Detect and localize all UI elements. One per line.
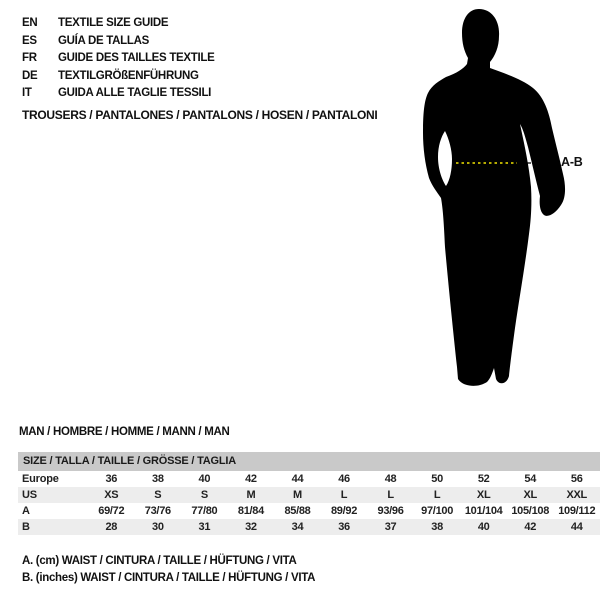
footnote-b: B. (inches) WAIST / CINTURA / TAILLE / HÜFTUNG / VITA bbox=[22, 572, 316, 584]
size-cell: XL bbox=[523, 489, 537, 501]
size-cell: 42 bbox=[245, 473, 257, 485]
size-cell: 38 bbox=[431, 521, 443, 533]
size-cell: S bbox=[154, 489, 162, 501]
language-code: ES bbox=[22, 34, 37, 47]
size-cell: M bbox=[293, 489, 302, 501]
size-cell: 48 bbox=[384, 473, 397, 485]
footnotes bbox=[22, 553, 315, 587]
size-cell: L bbox=[387, 489, 394, 501]
language-label: GUÍA DE TALLAS bbox=[58, 34, 149, 47]
footnote-a: A. (cm) WAIST / CINTURA / TAILLE / HÜFTUNG / VITA bbox=[22, 555, 297, 567]
size-cell: 54 bbox=[524, 473, 537, 485]
language-code: IT bbox=[22, 87, 32, 99]
language-label: GUIDE DES TAILLES TEXTILE bbox=[58, 52, 215, 64]
row-label: A bbox=[22, 505, 30, 517]
size-cell: 69/72 bbox=[98, 505, 125, 517]
size-cell: XS bbox=[104, 489, 119, 501]
size-cell: 46 bbox=[338, 473, 350, 485]
language-label: GUIDA ALLE TAGLIE TESSILI bbox=[58, 87, 212, 99]
size-cell: XL bbox=[476, 489, 491, 501]
size-cell: 77/80 bbox=[191, 505, 218, 517]
size-cell: 31 bbox=[198, 521, 211, 533]
language-label: TEXTILGRÖßENFÜHRUNG bbox=[58, 69, 199, 82]
table-row-europe bbox=[18, 471, 600, 487]
row-label: B bbox=[22, 521, 30, 533]
man-silhouette bbox=[423, 9, 565, 386]
size-cell: 34 bbox=[291, 521, 304, 533]
size-cell: 81/84 bbox=[237, 505, 264, 517]
size-cell: S bbox=[200, 489, 208, 501]
size-cell: 42 bbox=[524, 521, 537, 533]
size-cell: 40 bbox=[477, 521, 490, 533]
size-table bbox=[18, 452, 600, 535]
category-title: TROUSERS / PANTALONES / PANTALONS / HOSEN / PANTALONI bbox=[22, 108, 378, 122]
table-row-us bbox=[18, 487, 600, 503]
size-cell: 44 bbox=[291, 473, 304, 485]
size-cell: 109/112 bbox=[558, 505, 596, 517]
size-cell: 97/100 bbox=[421, 505, 454, 517]
size-cell: L bbox=[340, 489, 348, 501]
language-code: FR bbox=[22, 52, 37, 64]
size-cell: 85/88 bbox=[284, 505, 311, 517]
size-cell: 40 bbox=[198, 473, 211, 485]
section-title-man: MAN / HOMBRE / HOMME / MANN / MAN bbox=[19, 426, 230, 438]
size-cell: L bbox=[433, 489, 441, 501]
measure-label: A-B bbox=[561, 155, 583, 169]
size-cell: 93/96 bbox=[377, 505, 404, 517]
size-table-header: SIZE / TALLA / TAILLE / GRÖSSE / TAGLIA bbox=[18, 452, 600, 471]
row-label: US bbox=[22, 489, 37, 501]
size-cell: 36 bbox=[338, 521, 350, 533]
language-code: DE bbox=[22, 69, 38, 82]
size-cell: 52 bbox=[477, 473, 490, 485]
size-cell: 101/104 bbox=[464, 505, 503, 517]
size-cell: M bbox=[246, 489, 256, 501]
size-cell: 38 bbox=[152, 473, 164, 485]
size-cell: 56 bbox=[570, 473, 583, 485]
size-cell: 28 bbox=[105, 521, 118, 533]
table-row-b-inches bbox=[18, 519, 600, 535]
language-label: TEXTILE SIZE GUIDE bbox=[58, 17, 169, 29]
size-cell: 105/108 bbox=[511, 505, 550, 517]
table-row-a-cm bbox=[18, 503, 600, 519]
size-cell: 32 bbox=[245, 521, 257, 533]
size-cell: 37 bbox=[384, 521, 397, 533]
size-cell: 44 bbox=[570, 521, 583, 533]
size-cell: 36 bbox=[105, 473, 118, 485]
row-label: Europe bbox=[22, 473, 59, 485]
size-cell: 50 bbox=[431, 473, 443, 485]
size-cell: 30 bbox=[152, 521, 164, 533]
size-cell: 73/76 bbox=[144, 505, 171, 517]
size-cell: 89/92 bbox=[330, 505, 358, 517]
size-cell: XXL bbox=[566, 489, 587, 501]
language-code: EN bbox=[22, 17, 38, 29]
